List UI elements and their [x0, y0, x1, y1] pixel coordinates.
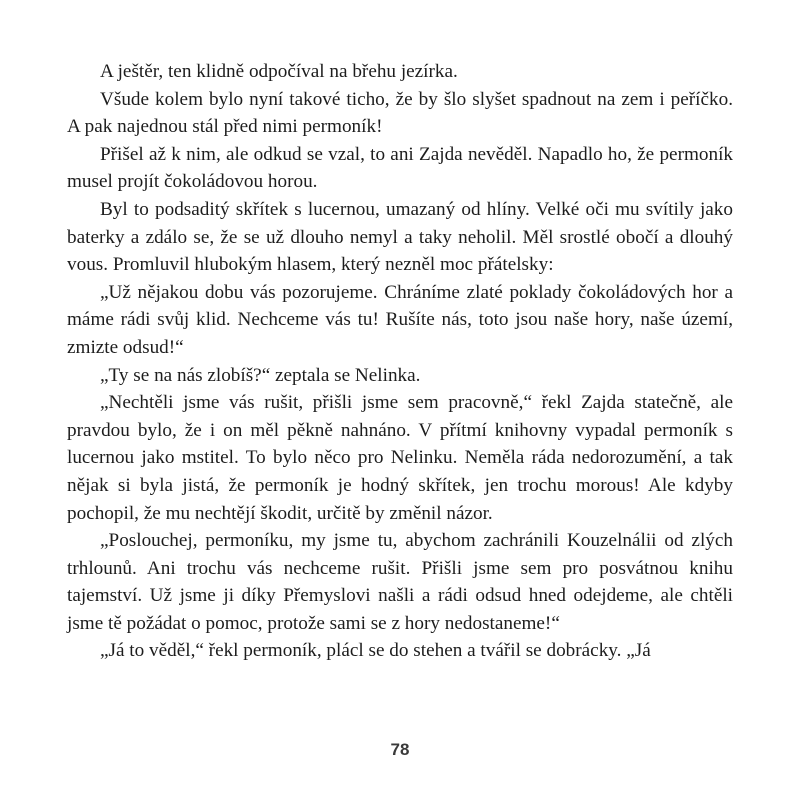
book-page-text: [67, 58, 733, 665]
paragraph-6: „Ty se na nás zlobíš?“ zeptala se Nelinka.: [100, 364, 421, 386]
paragraph-1: A ještěr, ten klidně odpočíval na břehu jezírka.: [100, 61, 458, 82]
paragraph-2: Všude kolem bylo nyní takové ticho, že by šlo slyšet spadnout na zem i peříčko. A pak najednou stál před nimi permoník!: [67, 88, 733, 138]
paragraph-5: „Už nějakou dobu vás pozorujeme. Chráníme zlaté poklady čokoládových hor a máme rádi svůj klid. Nechceme vás tu! Rušíte nás, toto jsou naše hory, naše území, zmizte odsud!“: [67, 281, 733, 358]
page-number: 78: [390, 740, 410, 759]
paragraph-3: Přišel až k nim, ale odkud se vzal, to ani Zajda nevěděl. Napadlo ho, že permoník musel projít čokoládovou horou.: [67, 143, 733, 193]
paragraph-4: Byl to podsaditý skřítek s lucernou, umazaný od hlíny. Velké oči mu svítily jako baterky a zdálo se, že se už dlouho nemyl a taky neholil. Měl srostlé obočí a dlouhý vous. Promluvil hlubokým hlasem, který nezněl moc přátelsky:: [67, 198, 733, 276]
paragraph-7: „Nechtěli jsme vás rušit, přišli jsme sem pracovně,“ řekl Zajda statečně, ale pravdou bylo, že i on měl pěkně nahnáno. V přítmí knihovny vypadal permoník s lucernou jako mstitel. To bylo něco pro Nelinku. Neměla ráda nedorozumění, a tak nějak si byla jistá, že permoník je hodný skřítek, jen trochu morous! Ale kdyby pochopil, že mu nechtějí škodit, určitě by změnil názor.: [67, 392, 733, 524]
paragraph-9: „Já to věděl,“ řekl permoník, plácl se do stehen a tvářil se dobrácky. „Já: [100, 640, 651, 662]
paragraph-8: „Poslouchej, permoníku, my jsme tu, abychom zachránili Kouzelnálii od zlých trhlounů. Ani trochu vás nechceme rušit. Přišli jsme sem pro posvátnou knihu tajemství. Už jsme ji díky Přemyslovi našli a rádi odsud hned odejdeme, ale chtěli jsme tě požádat o pomoc, protože sami se z hory nedostaneme!“: [67, 530, 733, 634]
